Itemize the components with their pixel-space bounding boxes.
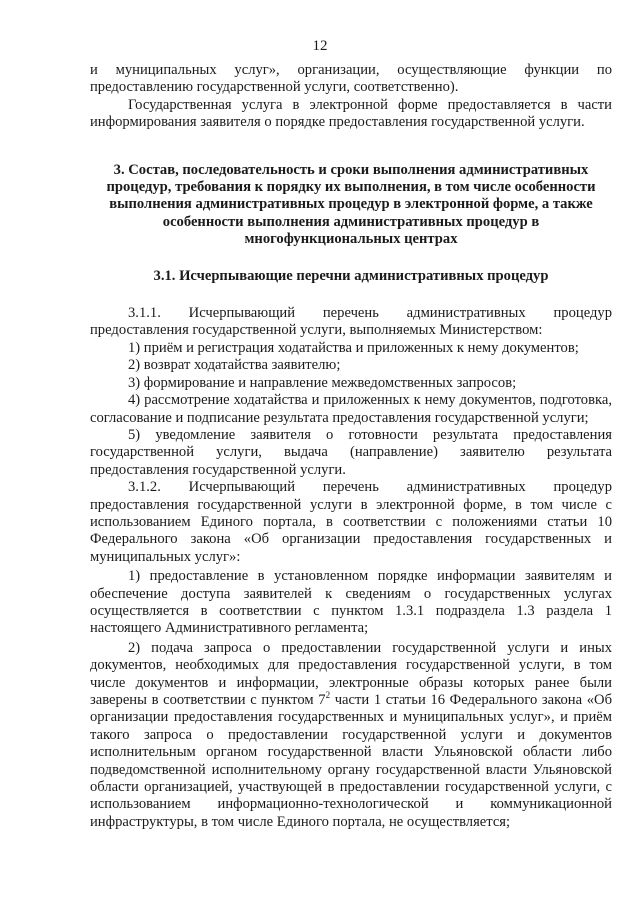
- list-item-5: 5) уведомление заявителя о готовности результата предоставления государственной услуги, выдача (направление) заявителю результата предоставления государственной услуги.: [90, 426, 612, 478]
- paragraph-electronic-form: Государственная услуга в электронной форме предоставляется в части информирования заявителя о порядке предоставления государственной услуги.: [90, 96, 612, 131]
- superscript: 2: [325, 690, 331, 701]
- paragraph-3-1-1: 3.1.1. Исчерпывающий перечень административных процедур предоставления государственной услуги, выполняемых Министерством:: [90, 305, 612, 339]
- paragraph-continuation: и муниципальных услуг», организации, осуществляющие функции по предоставлению государственной услуги, соответственно).: [90, 62, 612, 96]
- electronic-item-2-part-b: части 1 статьи 16 Федерального закона «Об организации предоставления государственных и муниципальных услуг», и приём такого запроса о предоставлении государственной услуги и документов исполнительным органом государственной власти Ульяновской области либо подведомственной исполнительному органу государственной власти Ульяновской области организацией, участвующей в предоставлении государственной услуги, с использованием информационно-технологической и коммуникационной инфраструктуры, в том числе Единого портала, не осуществляется;: [90, 692, 612, 830]
- subsection-title: 3.1. Исчерпывающие перечни административных процедур: [153, 267, 549, 284]
- list-item-2: 2) возврат ходатайства заявителю;: [128, 357, 341, 374]
- list-item-4: 4) рассмотрение ходатайства и приложенных к нему документов, подготовка, согласование и подписание результата предоставления государственной услуги;: [90, 392, 612, 426]
- paragraph-3-1-2: 3.1.2. Исчерпывающий перечень административных процедур предоставления государственной услуги в электронной форме, в том числе с использованием Единого портала, в соответствии с положениями статьи 10 Федерального закона «Об организации предоставления государственных и муниципальных услуг»:: [90, 479, 612, 565]
- electronic-item-1: 1) предоставление в установленном порядке информации заявителям и обеспечение доступа заявителей к сведениям о государственных услугах осуществляется в соответствии с пунктом 1.3.1 подраздела 1.3 раздела 1 настоящего Административного регламента;: [90, 568, 612, 637]
- section-title: 3. Состав, последовательность и сроки выполнения административных процедур, требования к порядку их выполнения, в том числе особенности выполнения административных процедур в электронной форме, а также особенности выполнения административных процедур в многофункциональных центрах: [106, 161, 596, 248]
- list-item-3: 3) формирование и направление межведомственных запросов;: [128, 374, 517, 391]
- list-item-1: 1) приём и регистрация ходатайства и приложенных к нему документов;: [128, 339, 579, 356]
- page-number: 12: [312, 38, 328, 54]
- electronic-item-2: [90, 640, 612, 831]
- page-content: [90, 62, 612, 831]
- electronic-item-2-part-a: 2) подача запроса о предоставлении государственной услуги и иных документов, необходимых для предоставления государственной услуги, в том числе документов и информации, электронные образы которых ранее были заверены в соответствии с пунктом 7: [90, 639, 612, 708]
